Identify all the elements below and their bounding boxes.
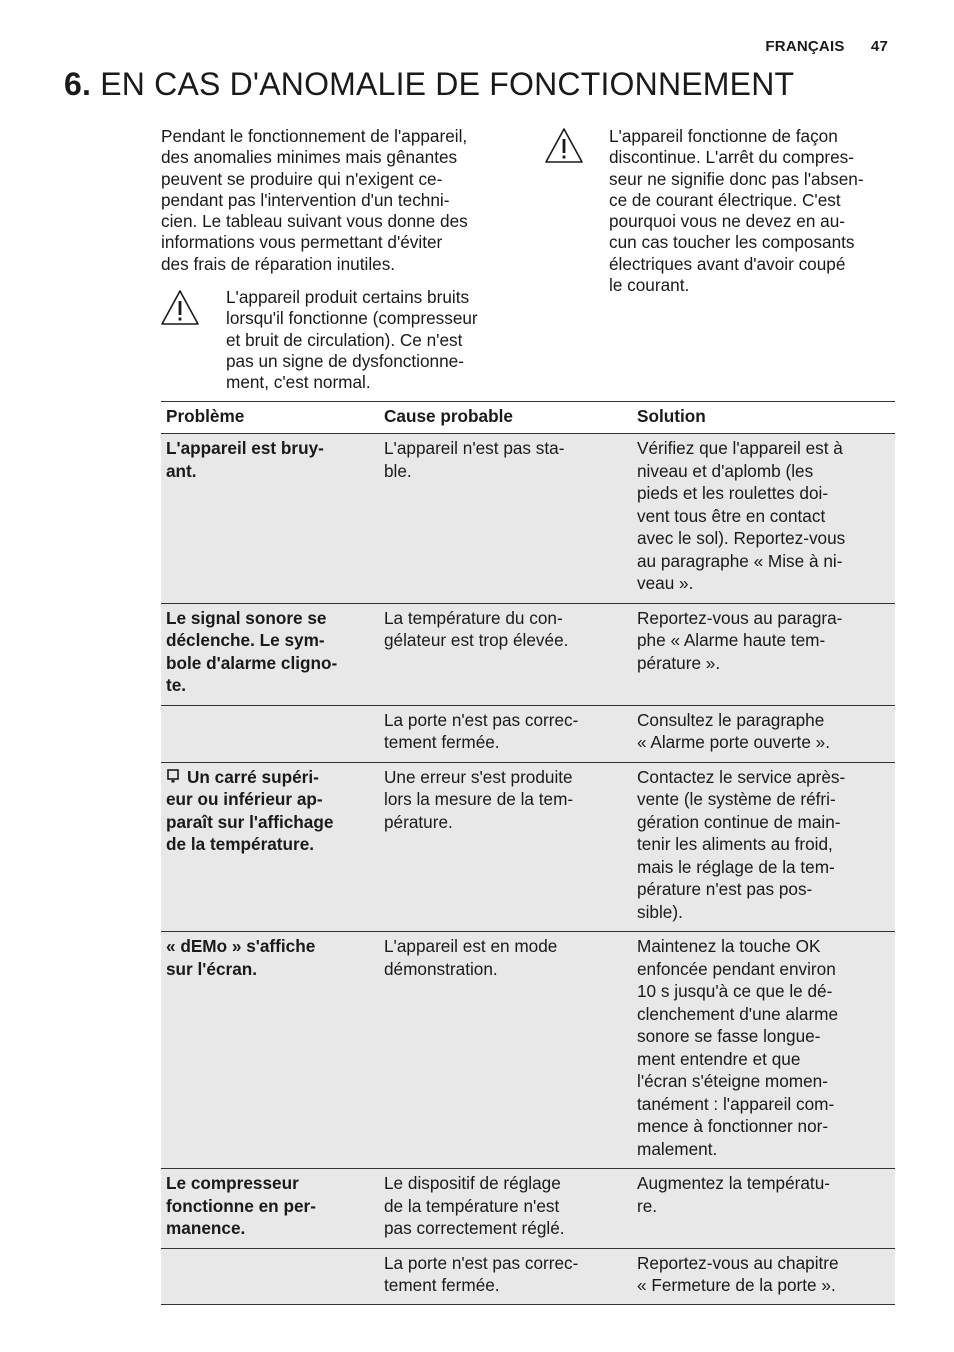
problem-cell	[161, 1248, 379, 1304]
warning-triangle-icon	[160, 289, 200, 327]
square-display-icon	[166, 769, 180, 783]
section-title-text: EN CAS D'ANOMALIE DE FONCTIONNEMENT	[100, 66, 795, 102]
problem-cell: Le signal sonore se déclenche. Le sym- bole d'alarme cligno- te.	[161, 603, 379, 705]
table-row	[161, 434, 895, 604]
cause-cell: Une erreur s'est produite lors la mesure de la tem- pérature.	[379, 762, 632, 932]
problem-cell: L'appareil est bruy- ant.	[161, 434, 379, 604]
table-row	[161, 932, 895, 1169]
page-number: 47	[870, 38, 888, 55]
warning-noise-text: L'appareil produit certains bruits lorsqu'il fonctionne (compresseur et bruit de circulation). Ce n'est pas un signe de dysfonctionne- ment, c'est normal.	[226, 287, 478, 393]
cause-cell: L'appareil n'est pas sta- ble.	[379, 434, 632, 604]
cause-cell: La porte n'est pas correc- tement fermée.	[379, 705, 632, 762]
warning-triangle-icon	[544, 127, 584, 165]
cause-cell: La température du con- gélateur est trop élevée.	[379, 603, 632, 705]
header-problem: Problème	[161, 402, 379, 434]
language-label: FRANÇAIS	[765, 38, 845, 55]
page-header	[765, 38, 888, 55]
cause-cell: L'appareil est en mode démonstration.	[379, 932, 632, 1169]
warning-compressor-text: L'appareil fonctionne de façon discontinue. L'arrêt du compres- seur ne signifie donc pas l'absen- ce de courant électrique. C'est pourquoi vous ne devez en au- cun cas toucher les composants électriques avant d'avoir coupé le courant.	[609, 126, 864, 296]
solution-cell: Consultez le paragraphe « Alarme porte ouverte ».	[632, 705, 895, 762]
section-title	[64, 66, 794, 103]
table-row	[161, 603, 895, 705]
solution-cell: Reportez-vous au paragra- phe « Alarme haute tem- pérature ».	[632, 603, 895, 705]
table-row	[161, 762, 895, 932]
cause-cell: La porte n'est pas correc- tement fermée.	[379, 1248, 632, 1304]
solution-cell: Maintenez la touche OK enfoncée pendant environ 10 s jusqu'à ce que le dé- clenchement d'une alarme sonore se fasse longue- ment entendre et que l'écran s'éteigne momen- tanément : l'appareil com- mence à fonctionner nor- malement.	[632, 932, 895, 1169]
solution-cell: Reportez-vous au chapitre « Fermeture de la porte ».	[632, 1248, 895, 1304]
solution-cell: Augmentez la températu- re.	[632, 1169, 895, 1249]
table-row	[161, 1248, 895, 1304]
problem-text: Un carré supéri- eur ou inférieur ap- paraît sur l'affichage de la température.	[166, 766, 334, 854]
table-row	[161, 1169, 895, 1249]
table-header-row	[161, 402, 895, 434]
cause-cell: Le dispositif de réglage de la température n'est pas correctement réglé.	[379, 1169, 632, 1249]
problem-cell	[161, 705, 379, 762]
table-row	[161, 705, 895, 762]
solution-cell: Contactez le service après- vente (le système de réfri- gération continue de main- tenir les aliments au froid, mais le réglage de la tem- pérature n'est pas pos- sible).	[632, 762, 895, 932]
header-cause: Cause probable	[379, 402, 632, 434]
header-solution: Solution	[632, 402, 895, 434]
intro-paragraph: Pendant le fonctionnement de l'appareil, des anomalies minimes mais gênantes peuvent se produire qui n'exigent ce- pendant pas l'intervention d'un techni- cien. Le tableau suivant vous donne des informations vous permettant d'éviter des frais de réparation inutiles.	[161, 126, 468, 274]
problem-cell: « dEMo » s'affiche sur l'écran.	[161, 932, 379, 1169]
solution-cell: Vérifiez que l'appareil est à niveau et d'aplomb (les pieds et les roulettes doi- vent tous être en contact avec le sol). Reportez-vous au paragraphe « Mise à ni- veau ».	[632, 434, 895, 604]
problem-cell	[161, 762, 379, 932]
troubleshooting-table	[161, 401, 895, 1305]
problem-cell: Le compresseur fonctionne en per- manence.	[161, 1169, 379, 1249]
section-number: 6.	[64, 66, 92, 102]
